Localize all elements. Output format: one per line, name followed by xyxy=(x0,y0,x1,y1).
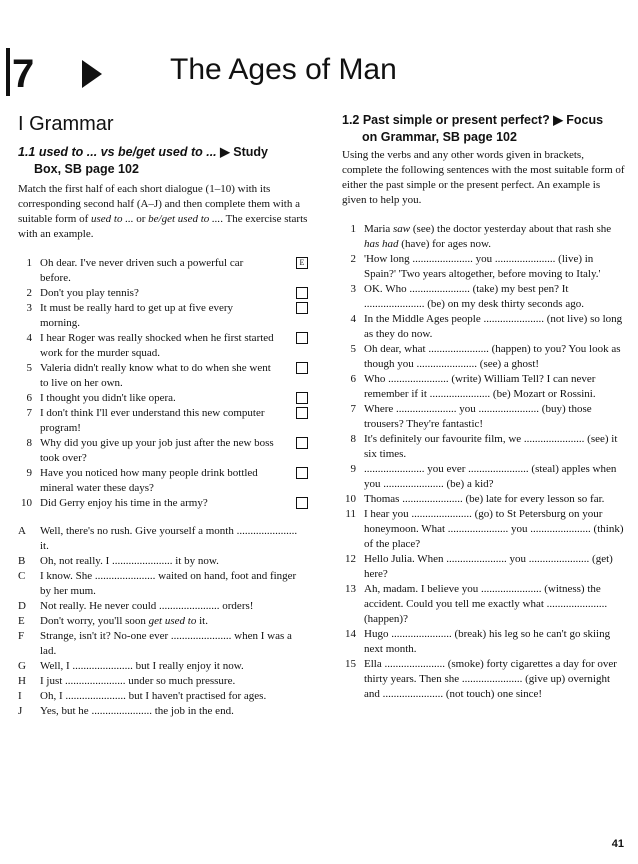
item-number: 3 xyxy=(350,283,356,295)
ex1-instr-end: . The exercise starts with an example. xyxy=(18,213,308,240)
item-text: Not really. He never could ...................... orders! xyxy=(40,600,254,612)
item-number: 9 xyxy=(26,467,32,479)
item-letter: H xyxy=(18,675,26,687)
item-number: 4 xyxy=(350,313,356,325)
item-letter: F xyxy=(18,630,25,642)
ex1-instr-mid: or xyxy=(133,213,149,225)
item-text: Ella ...................... (smoke) forty cigarettes a day for over thirty years. Then she ...................... (give up) overnight and ...................... (not touch) one since! xyxy=(364,658,617,700)
answer-box[interactable] xyxy=(296,287,308,299)
ex2-heading-main: 1.2 Past simple or present perfect? ▶ Focus xyxy=(342,113,604,127)
page-title: The Ages of Man xyxy=(170,53,397,86)
item-text: It's definitely our favourite film, we ...................... (see) it six times. xyxy=(364,433,618,460)
item-text: In the Middle Ages people ...................... (not live) so long as they do now. xyxy=(364,313,623,340)
list-item xyxy=(342,372,626,402)
item-number: 8 xyxy=(350,433,356,445)
item-text: Well, I ...................... but I really enjoy it now. xyxy=(40,660,244,672)
ex2-items xyxy=(342,222,626,702)
list-item xyxy=(18,599,308,614)
item-number: 12 xyxy=(345,553,356,565)
item-number: 5 xyxy=(350,343,356,355)
item-letter: G xyxy=(18,660,26,672)
item-text: Valeria didn't really know what to do when she went to live on her own. xyxy=(40,362,271,389)
ex1-responses xyxy=(18,524,308,719)
list-item xyxy=(18,569,308,599)
item-text: Oh, not really. I ...................... it by now. xyxy=(40,555,219,567)
example-answer: has had xyxy=(364,238,399,250)
item-text: Well, there's no rush. Give yourself a month ...................... it. xyxy=(40,525,298,552)
item-text: Yes, but he ...................... the job in the end. xyxy=(40,705,234,717)
item-number: 7 xyxy=(350,403,356,415)
ex1-heading-link: ▶ Study xyxy=(216,145,268,159)
item-text: 'How long ...................... you ...................... (live) in Spain?' 'Two years altogether, before moving to Italy.' xyxy=(364,253,601,280)
item-text: Oh, I ...................... but I haven't practised for ages. xyxy=(40,690,267,702)
ex1-instructions xyxy=(18,182,308,242)
list-item xyxy=(18,496,308,511)
ex1-instr-a: Match the first half of each short dialogue (1–10) with its corresponding second half (A–J) and then complete them with a suitable form of xyxy=(18,183,300,225)
ex1-instr-em2: be/get used to ... xyxy=(148,213,221,225)
ex2-heading xyxy=(342,112,628,146)
item-number: 10 xyxy=(21,497,32,509)
list-item xyxy=(18,704,308,719)
section-heading: I Grammar xyxy=(18,113,114,135)
list-item xyxy=(18,286,308,301)
list-item xyxy=(342,282,626,312)
item-text: Have you noticed how many people drink bottled mineral water these days? xyxy=(40,467,258,494)
item-letter: B xyxy=(18,555,26,567)
item-number: 13 xyxy=(345,583,356,595)
ex2-instructions: Using the verbs and any other words given in brackets, complete the following sentences with the most suitable form of either the past simple or the present perfect. An example is given to help you. xyxy=(342,149,625,206)
item-text: I hear Roger was really shocked when he first started work for the murder squad. xyxy=(40,332,274,359)
item-text: (see) the doctor yesterday about that rash she xyxy=(410,223,612,235)
list-item xyxy=(342,552,626,582)
item-text: it. xyxy=(196,615,208,627)
list-item xyxy=(18,659,308,674)
item-text: (have) for ages now. xyxy=(398,238,491,250)
item-number: 4 xyxy=(26,332,32,344)
list-item xyxy=(18,391,308,406)
item-number: 11 xyxy=(345,508,356,520)
item-text: Don't worry, you'll soon xyxy=(40,615,149,627)
item-number: 10 xyxy=(345,493,356,505)
item-number: 14 xyxy=(345,628,356,640)
list-item xyxy=(18,629,308,659)
list-item xyxy=(342,627,626,657)
list-item xyxy=(342,342,626,372)
list-item xyxy=(18,466,308,496)
item-text: It must be really hard to get up at five every morning. xyxy=(40,302,234,329)
ex1-heading-main: 1.1 used to ... vs be/get used to ... xyxy=(18,145,217,159)
ex1-heading xyxy=(18,144,308,178)
item-text: Where ...................... you ...................... (buy) those trousers? They're fantastic! xyxy=(364,403,592,430)
page-number: 41 xyxy=(611,838,624,850)
list-item xyxy=(342,432,626,462)
list-item xyxy=(342,222,626,252)
list-item xyxy=(342,402,626,432)
item-text: Ah, madam. I believe you ...................... (witness) the accident. Could you tell me exactly what ...................... (happen)? xyxy=(364,583,608,625)
list-item xyxy=(18,674,308,689)
list-item xyxy=(18,436,308,466)
unit-number: 7 xyxy=(12,52,35,96)
item-text: Don't you play tennis? xyxy=(40,287,139,299)
answer-box[interactable] xyxy=(296,467,308,479)
answer-box[interactable] xyxy=(296,332,308,344)
ex1-instr-em1: used to ... xyxy=(91,213,134,225)
item-text: I thought you didn't like opera. xyxy=(40,392,176,404)
list-item xyxy=(342,462,626,492)
answer-box[interactable]: E xyxy=(296,257,308,269)
list-item xyxy=(18,331,308,361)
item-text: I know. She ...................... waited on hand, foot and finger by her mum. xyxy=(40,570,297,597)
list-item xyxy=(342,492,626,507)
answer-box[interactable] xyxy=(296,362,308,374)
list-item xyxy=(342,507,626,552)
example-answer: get used to xyxy=(148,615,197,627)
item-number: 3 xyxy=(26,302,32,314)
list-item xyxy=(18,301,308,331)
item-number: 6 xyxy=(350,373,356,385)
item-letter: A xyxy=(18,525,26,537)
item-text: Oh dear, what ...................... (happen) to you? You look as though you ...................... (see) a ghost! xyxy=(364,343,621,370)
item-number: 7 xyxy=(26,407,32,419)
list-item xyxy=(18,524,308,554)
item-text: Maria xyxy=(364,223,394,235)
answer-box[interactable] xyxy=(296,437,308,449)
list-item xyxy=(342,582,626,627)
ex1-items xyxy=(18,256,308,511)
item-letter: E xyxy=(18,615,25,627)
item-text: Oh dear. I've never driven such a powerful car before. xyxy=(40,257,244,284)
answer-box[interactable] xyxy=(296,407,308,419)
item-text: ...................... you ever ...................... (steal) apples when you ...................... (be) a kid? xyxy=(364,463,617,490)
item-text: I hear you ...................... (go) to St Petersburg on your honeymoon. What ...................... you ...................... (think) of the place? xyxy=(364,508,624,550)
item-number: 8 xyxy=(26,437,32,449)
list-item xyxy=(18,406,308,436)
list-item xyxy=(342,657,626,702)
list-item xyxy=(18,256,308,286)
answer-box[interactable] xyxy=(296,392,308,404)
item-text: Hugo ...................... (break) his leg so he can't go skiing next month. xyxy=(364,628,611,655)
item-number: 5 xyxy=(26,362,32,374)
list-item xyxy=(18,554,308,569)
ex1-heading-line2: Box, SB page 102 xyxy=(34,161,139,176)
example-answer: saw xyxy=(393,223,411,235)
item-letter: C xyxy=(18,570,26,582)
item-text: I don't think I'll ever understand this new computer program! xyxy=(40,407,265,434)
list-item xyxy=(342,312,626,342)
item-text: OK. Who ...................... (take) my best pen? It ...................... (be) on my desk thirty seconds ago. xyxy=(364,283,584,310)
item-number: 15 xyxy=(345,658,356,670)
list-item xyxy=(18,614,308,629)
item-number: 2 xyxy=(26,287,32,299)
list-item xyxy=(18,361,308,391)
item-letter: J xyxy=(18,705,23,717)
answer-box[interactable] xyxy=(296,497,308,509)
item-number: 9 xyxy=(350,463,356,475)
list-item xyxy=(18,689,308,704)
item-letter: D xyxy=(18,600,26,612)
item-text: Strange, isn't it? No-one ever ...................... when I was a lad. xyxy=(40,630,292,657)
item-text: Hello Julia. When ...................... you ...................... (get) here? xyxy=(364,553,613,580)
item-number: 1 xyxy=(26,257,32,269)
list-item xyxy=(342,252,626,282)
answer-box[interactable] xyxy=(296,302,308,314)
item-text: Who ...................... (write) William Tell? I can never remember if it ...................... (be) Mozart or Rossini. xyxy=(364,373,596,400)
item-number: 6 xyxy=(26,392,32,404)
ex2-heading-line2: on Grammar, SB page 102 xyxy=(362,129,517,144)
item-text: I just ...................... under so much pressure. xyxy=(40,675,236,687)
arrow-icon xyxy=(82,60,102,88)
header-bar xyxy=(6,48,10,96)
item-letter: I xyxy=(18,690,22,702)
item-text: Thomas ...................... (be) late for every lesson so far. xyxy=(364,493,605,505)
item-number: 2 xyxy=(350,253,356,265)
item-text: Did Gerry enjoy his time in the army? xyxy=(40,497,208,509)
item-text: Why did you give up your job just after the new boss took over? xyxy=(40,437,274,464)
item-number: 1 xyxy=(350,223,356,235)
